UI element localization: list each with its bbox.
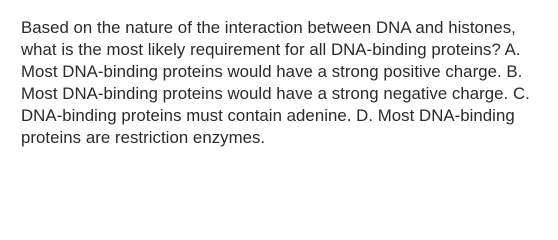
question-text: Based on the nature of the interaction between DNA and histones, what is the most likely requirement for all DNA-binding proteins? A. Most DNA-binding proteins would have a strong positive charge. B. Most DNA-binding proteins would have a strong negative charge. C. DNA-binding proteins must contain adenine. D. Most DNA-binding proteins are restriction enzymes. [21,18,530,147]
